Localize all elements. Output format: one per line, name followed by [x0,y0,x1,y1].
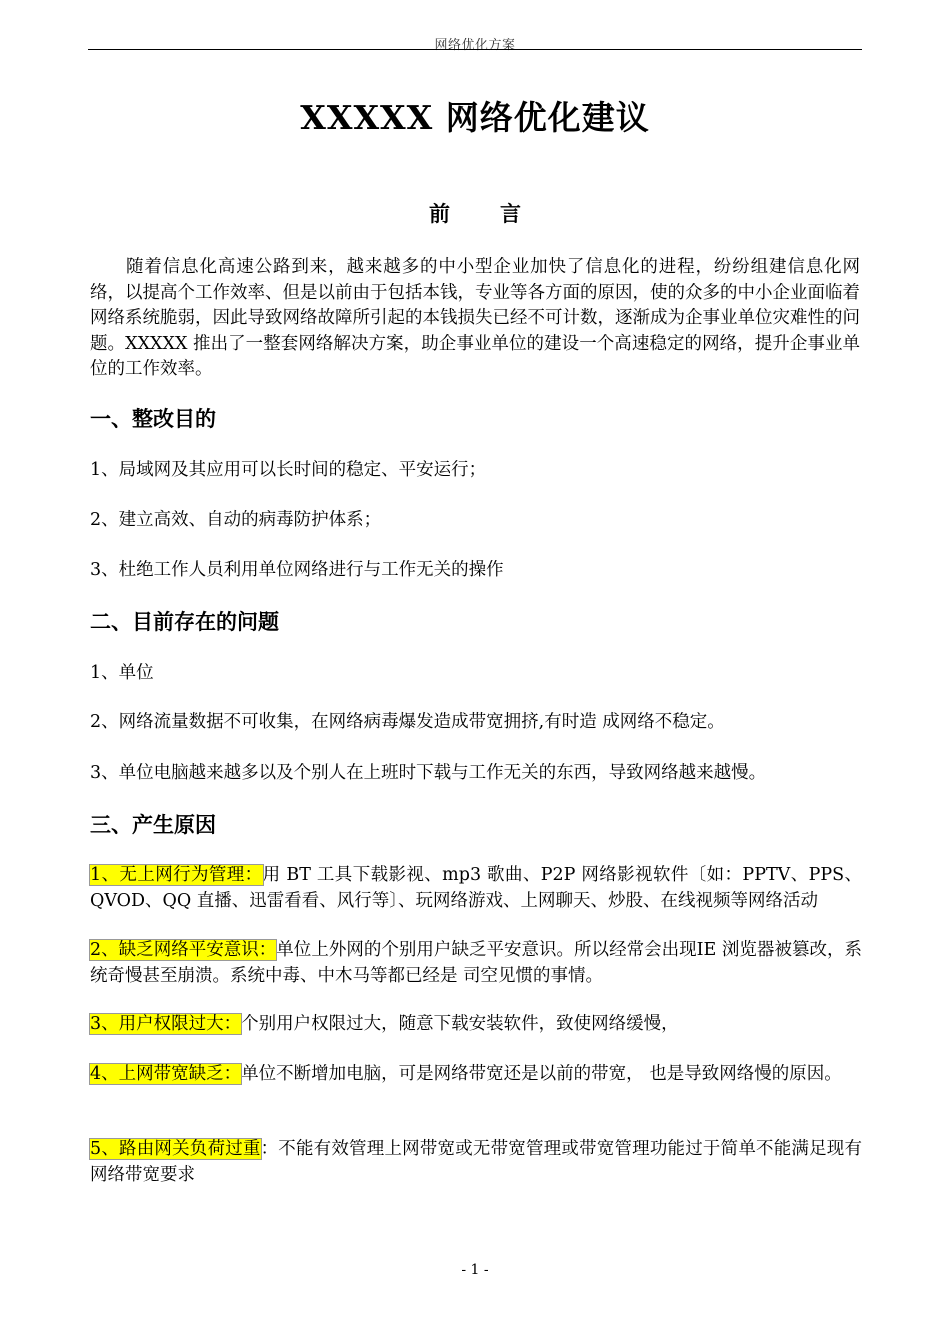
cause-text: 个别用户权限过大，随意下载安装软件，致使网络缓慢， [241,1014,679,1034]
cause-text: 单位不断增加电脑，可是网络带宽还是以前的带宽， 也是导致网络慢的原因。 [241,1064,842,1084]
cause-label-highlight: 1、无上网行为管理： [90,865,263,885]
preface-heading: 前言 [429,201,571,226]
cause-item [90,1062,862,1088]
cause-label-highlight: 3、用户权限过大： [90,1014,242,1034]
cause-text: 用 BT 工具下载影视、mp3 歌曲、P2P 网络影视软件〔如：PPTV、PPS、QVOD、QQ 直播、迅雷看看、风行等〕、玩网络游戏、上网聊天、炒股、在线视频等网络活动 [90,865,862,911]
section-heading-goals: 一、整改目的 [90,407,216,431]
running-header: 网络优化方案 [434,38,516,53]
list-item: 3、单位电脑越来越多以及个别人在上班时下载与工作无关的东西，导致网络越来越慢。 [90,763,767,783]
cause-text: 单位上外网的个别用户缺乏平安意识。所以经常会出现IE 浏览器被篡改，系统奇慢甚至崩溃。系统中毒、中木马等都已经是 司空见惯的事情。 [90,940,862,986]
list-item: 3、杜绝工作人员利用单位网络进行与工作无关的操作 [90,560,504,580]
cause-text: ：不能有效管理上网带宽或无带宽管理或带宽管理功能过于简单不能满足现有网络带宽要求 [90,1139,862,1185]
preface-paragraph: 随着信息化高速公路到来，越来越多的中小型企业加快了信息化的进程，纷纷组建信息化网络，以提高个工作效率、但是以前由于包括本钱，专业等各方面的原因，使的众多的中小企业面临着网络系统脆弱，因此导致网络故障所引起的本钱损失已经不可计数，逐渐成为企事业单位灾难性的问题。XXXXX 推出了一整套网络解决方案，助企事业单位的建设一个高速稳定的网络，提升企事业单位的工作效率。 [90,257,860,379]
page-number: - 1 - [461,1262,489,1278]
cause-item [90,1012,862,1038]
cause-label-highlight: 5、路由网关负荷过重 [90,1139,261,1159]
list-item: 1、单位 [90,663,154,683]
list-item: 2、网络流量数据不可收集，在网络病毒爆发造成带宽拥挤,有时造 成网络不稳定。 [90,712,725,732]
cause-label-highlight: 4、上网带宽缺乏： [90,1064,242,1084]
document-title: XXXXX 网络优化建议 [300,98,650,137]
list-item: 1、局域网及其应用可以长时间的稳定、平安运行； [90,460,487,480]
section-heading-problems: 二、目前存在的问题 [90,610,279,634]
section-heading-causes: 三、产生原因 [90,813,216,837]
cause-item [90,938,862,989]
cause-item [90,863,862,914]
cause-item [90,1137,862,1188]
header-rule [88,49,862,50]
list-item: 2、建立高效、自动的病毒防护体系； [90,510,382,530]
cause-label-highlight: 2、缺乏网络平安意识： [90,940,277,960]
